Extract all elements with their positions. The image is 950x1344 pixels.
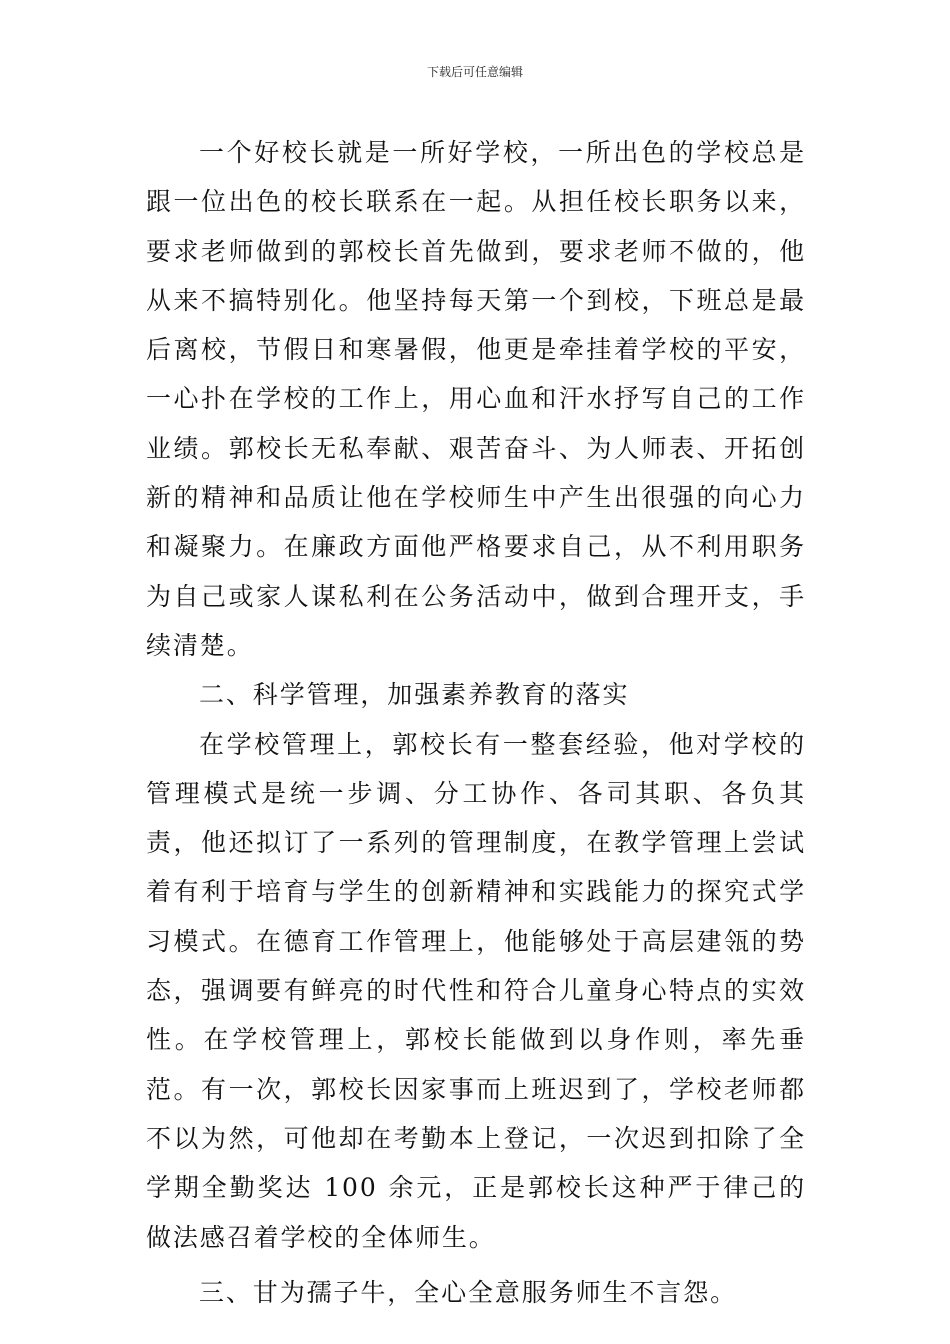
section-heading-service: 三、甘为孺子牛，全心全意服务师生不言怨。 [199, 1277, 738, 1307]
page-header-note: 下载后可任意编辑 [426, 65, 523, 79]
document-body [146, 128, 806, 1317]
paragraph-principal-role: 一个好校长就是一所好学校，一所出色的学校总是跟一位出色的校长联系在一起。从担任校长职务以来，要求老师做到的郭校长首先做到，要求老师不做的，他从来不搞特别化。他坚持每天第一个到校，下班总是最后离校，节假日和寒暑假，他更是牵挂着学校的平安，一心扑在学校的工作上，用心血和汗水抒写自己的工作业绩。郭校长无私奉献、艰苦奋斗、为人师表、开拓创新的精神和品质让他在学校师生中产生出很强的向心力和凝聚力。在廉政方面他严格要求自己，从不利用职务为自己或家人谋私利在公务活动中，做到合理开支，手续清楚。 [146, 138, 806, 660]
paragraph-school-management: 在学校管理上，郭校长有一整套经验，他对学校的管理模式是统一步调、分工协作、各司其职、各负其责，他还拟订了一系列的管理制度，在教学管理上尝试着有利于培育与学生的创新精神和实践能力的探究式学习模式。在德育工作管理上，他能够处于高层建瓴的势态，强调要有鲜亮的时代性和符合儿童身心特点的实效性。在学校管理上，郭校长能做到以身作则，率先垂范。有一次，郭校长因家事而上班迟到了，学校老师都不以为然，可他却在考勤本上登记，一次迟到扣除了全学期全勤奖达 100 余元，正是郭校长这种严于律己的做法感召着学校的全体师生。 [146, 729, 806, 1252]
section-heading-scientific-management: 二、科学管理，加强素养教育的落实 [199, 680, 630, 710]
